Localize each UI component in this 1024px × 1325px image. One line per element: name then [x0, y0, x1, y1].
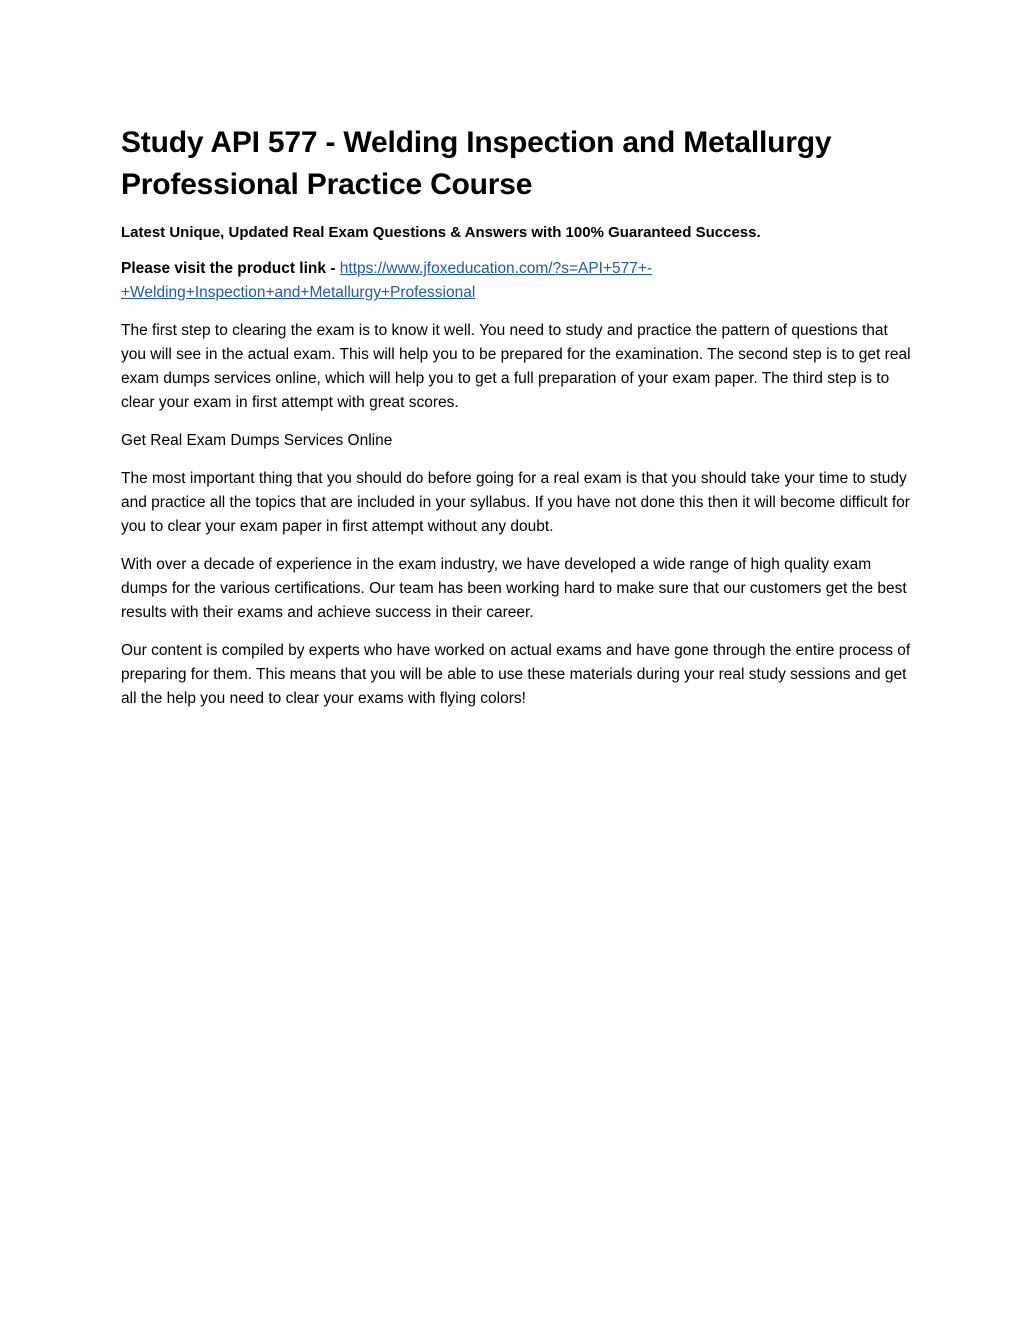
subtitle: Latest Unique, Updated Real Exam Questions & Answers with 100% Guaranteed Success. — [121, 224, 761, 241]
product-link-part-1: https://www.jfoxeducation.com/?s=API+577+- — [339, 260, 653, 277]
paragraph-intro: The first step to clearing the exam is to know it well. You need to study and practice the pattern of questions that you will see in the actual exam. This will help you to be prepared for the examination. The second step is to get real exam dumps services online, which will help you to get a full preparation of your exam paper. The third step is to clear your exam in first attempt with great scores. — [121, 322, 911, 411]
document-page — [121, 122, 911, 725]
product-link-part-2: +Welding+Inspection+and+Metallurgy+Professional — [121, 284, 476, 301]
product-link-line — [121, 257, 911, 305]
paragraph-experience: With over a decade of experience in the exam industry, we have developed a wide range of high quality exam dumps for the various certifications. Our team has been working hard to make sure that our customers get the best results with their exams and achieve success in their career. — [121, 556, 907, 621]
page-title: Study API 577 - Welding Inspection and Metallurgy Professional Practice Course — [121, 126, 832, 201]
paragraph-content: Our content is compiled by experts who have worked on actual exams and have gone through the entire process of preparing for them. This means that you will be able to use these materials during your real study sessions and get all the help you need to clear your exams with flying colors! — [121, 642, 911, 707]
product-link-label: Please visit the product link - — [121, 260, 340, 277]
section-heading-dumps: Get Real Exam Dumps Services Online — [121, 432, 393, 449]
paragraph-important: The most important thing that you should do before going for a real exam is that you should take your time to study and practice all the topics that are included in your syllabus. If you have not done this then it will become difficult for you to clear your exam paper in first attempt without any doubt. — [121, 470, 910, 535]
